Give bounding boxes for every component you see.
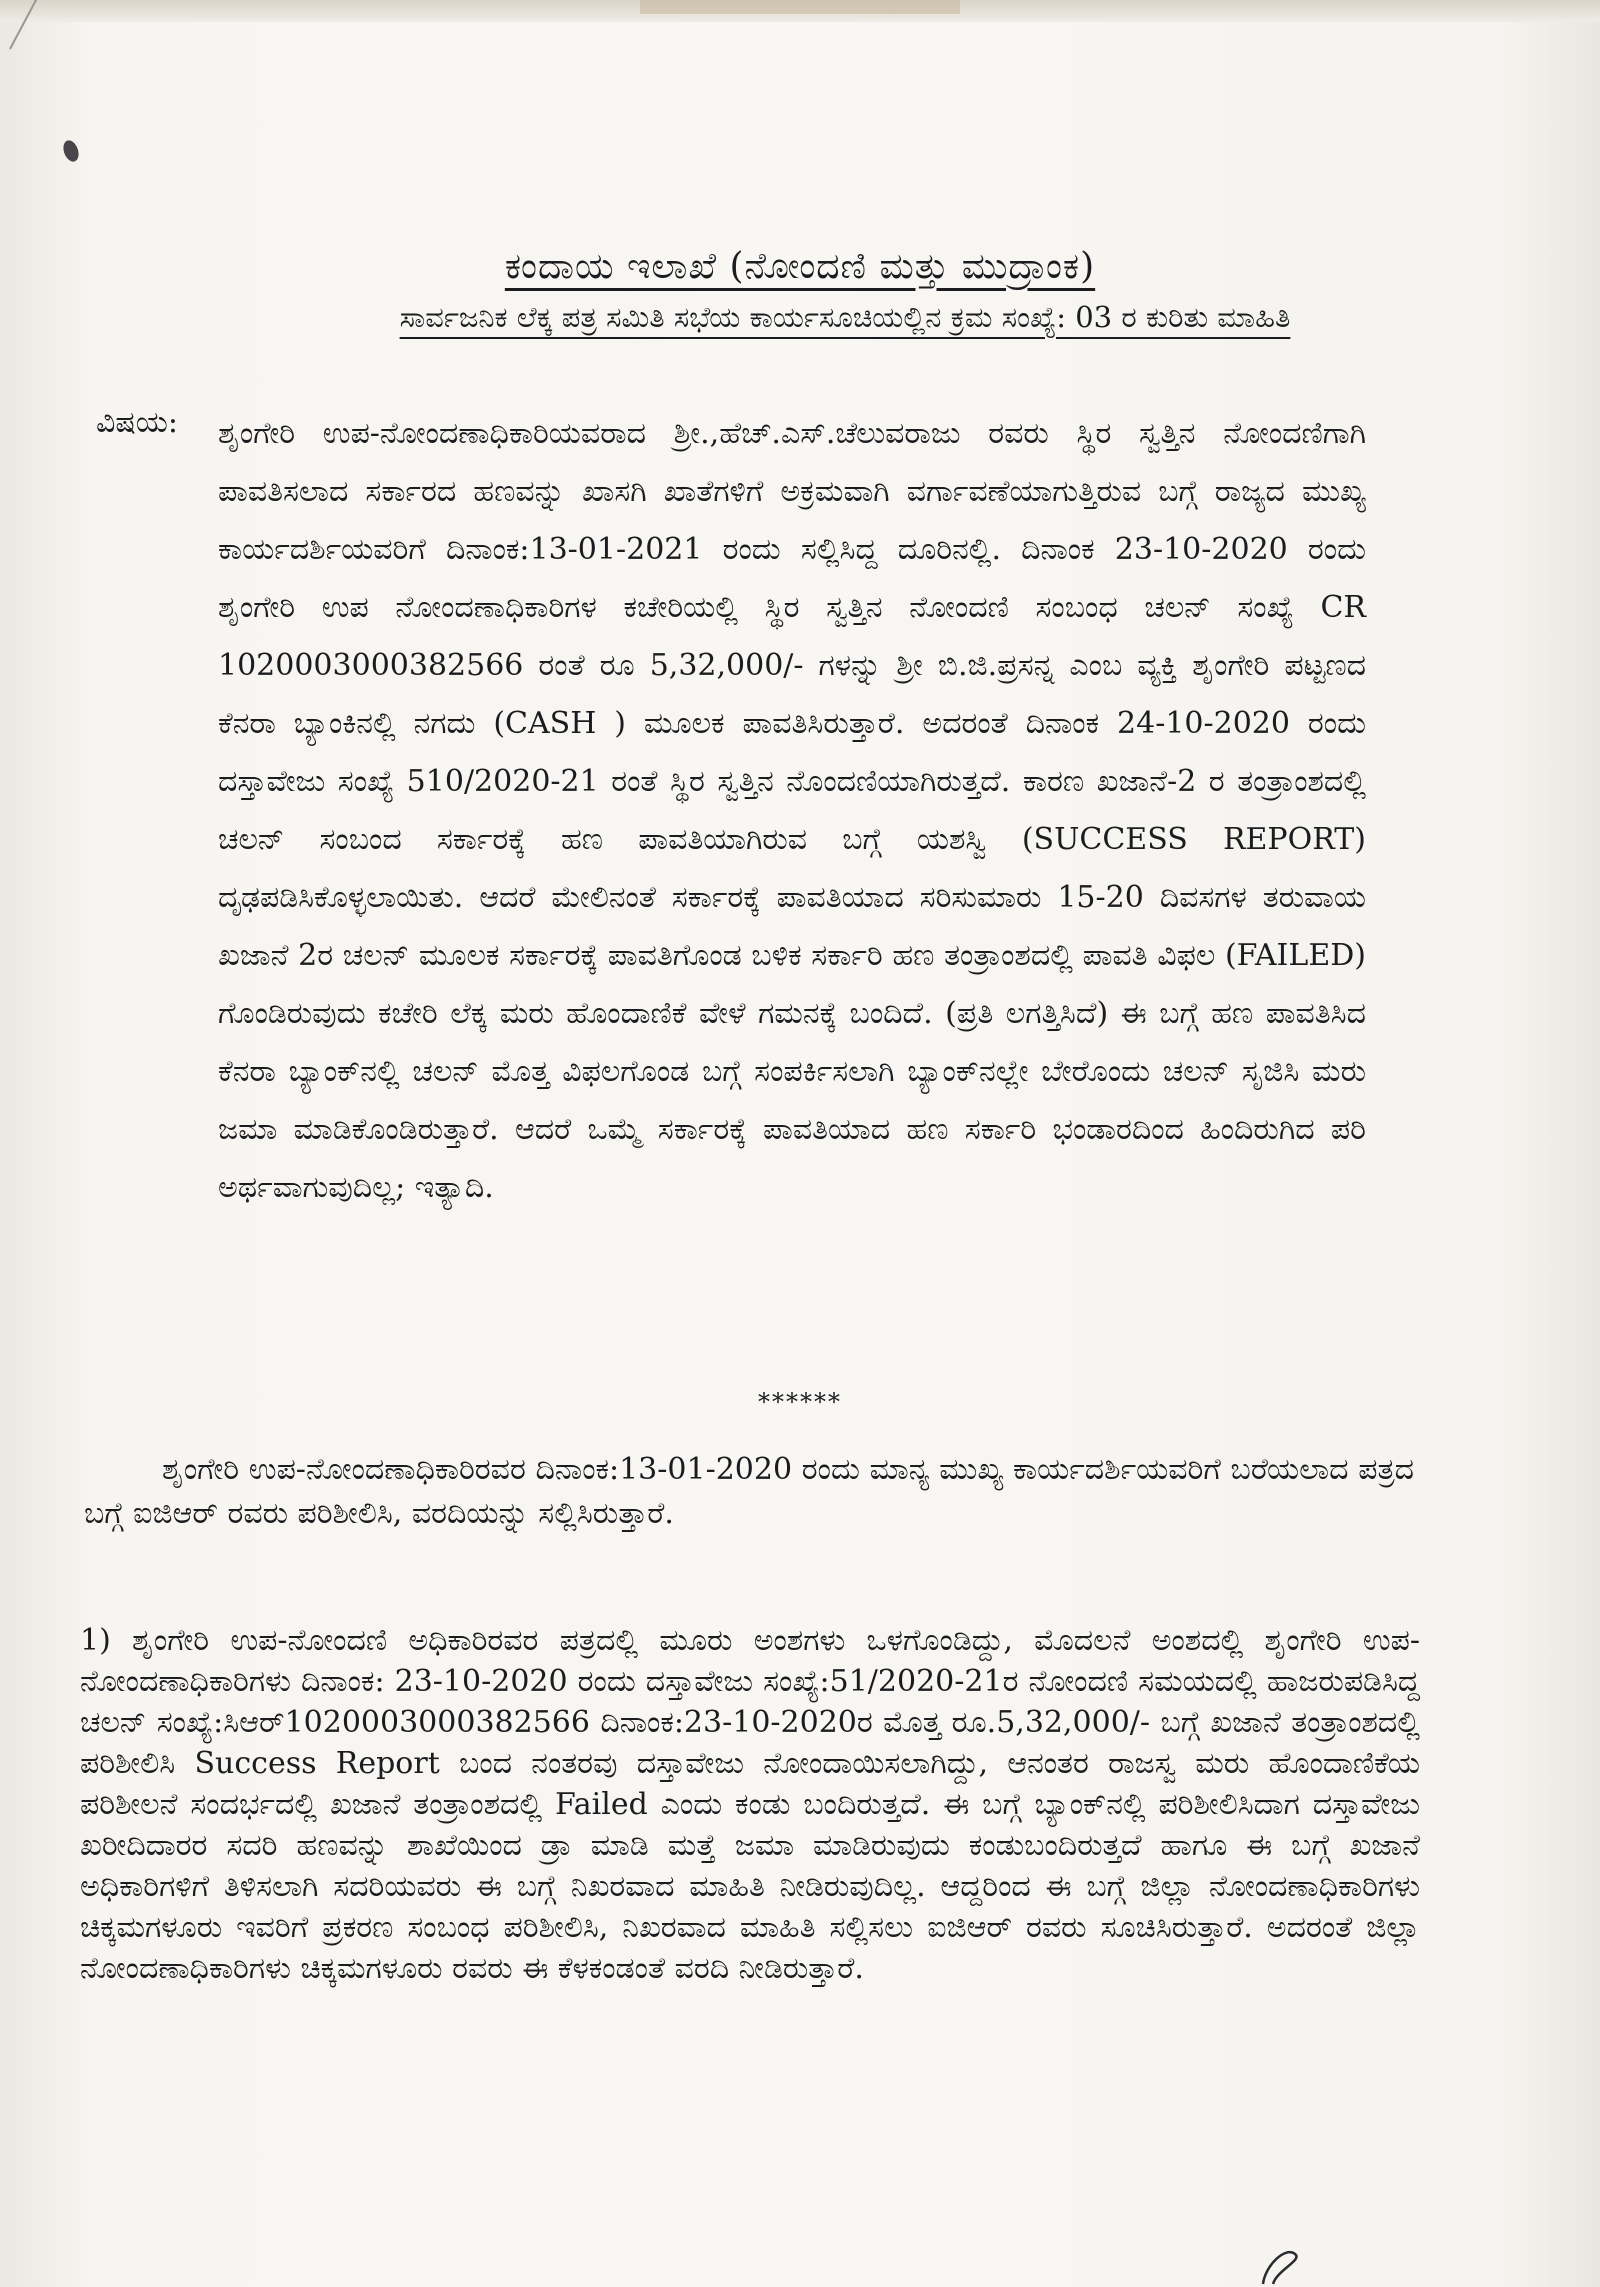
paragraph-intro: ಶೃಂಗೇರಿ ಉಪ-ನೋಂದಣಾಧಿಕಾರಿರವರ ದಿನಾಂಕ:13-01-2020 ರಂದು ಮಾನ್ಯ ಮುಖ್ಯ ಕಾರ್ಯದರ್ಶಿಯವರಿಗೆ ಬರೆಯಲಾದ ಪತ್ರದ ಬಗ್ಗೆ ಐಜಿಆರ್ ರವರು ಪರಿಶೀಲಿಸಿ, ವರದಿಯನ್ನು ಸಲ್ಲಿಸಿರುತ್ತಾರೆ. <box>84 1452 1414 1531</box>
punch-hole <box>61 138 82 163</box>
paragraph-point-1: 1) ಶೃಂಗೇರಿ ಉಪ-ನೋಂದಣಿ ಅಧಿಕಾರಿರವರ ಪತ್ರದಲ್ಲಿ ಮೂರು ಅಂಶಗಳು ಒಳಗೊಂಡಿದ್ದು, ಮೊದಲನೆ ಅಂಶದಲ್ಲಿ ಶೃಂಗೇರಿ ಉಪ-ನೋಂದಣಾಧಿಕಾರಿಗಳು ದಿನಾಂಕ: 23-10-2020 ರಂದು ದಸ್ತಾವೇಜು ಸಂಖ್ಯೆ:51/2020-21ರ ನೋಂದಣಿ ಸಮಯದಲ್ಲಿ ಹಾಜರುಪಡಿಸಿದ್ದ ಚಲನ್ ಸಂಖ್ಯೆ:ಸಿಆರ್1020003000382566 ದಿನಾಂಕ:23-10-2020ರ ಮೊತ್ತ ರೂ.5,32,000/- ಬಗ್ಗೆ ಖಜಾನೆ ತಂತ್ರಾಂಶದಲ್ಲಿ ಪರಿಶೀಲಿಸಿ Success Report ಬಂದ ನಂತರವು ದಸ್ತಾವೇಜು ನೋಂದಾಯಿಸಲಾಗಿದ್ದು, ಆನಂತರ ರಾಜಸ್ವ ಮರು ಹೊಂದಾಣಿಕೆಯ ಪರಿಶೀಲನೆ ಸಂದರ್ಭದಲ್ಲಿ ಖಜಾನೆ ತಂತ್ರಾಂಶದಲ್ಲಿ Failed ಎಂದು ಕಂಡು ಬಂದಿರುತ್ತದೆ. ಈ ಬಗ್ಗೆ ಬ್ಯಾಂಕ್‌ನಲ್ಲಿ ಪರಿಶೀಲಿಸಿದಾಗ ದಸ್ತಾವೇಜು ಖರೀದಿದಾರರ ಸದರಿ ಹಣವನ್ನು ಶಾಖೆಯಿಂದ ಡ್ರಾ ಮಾಡಿ ಮತ್ತೆ ಜಮಾ ಮಾಡಿರುವುದು ಕಂಡುಬಂದಿರುತ್ತದೆ ಹಾಗೂ ಈ ಬಗ್ಗೆ ಖಜಾನೆ ಅಧಿಕಾರಿಗಳಿಗೆ ತಿಳಿಸಲಾಗಿ ಸದರಿಯವರು ಈ ಬಗ್ಗೆ ನಿಖರವಾದ ಮಾಹಿತಿ ನೀಡಿರುವುದಿಲ್ಲ. ಆದ್ದರಿಂದ ಈ ಬಗ್ಗೆ ಜಿಲ್ಲಾ ನೋಂದಣಾಧಿಕಾರಿಗಳು ಚಿಕ್ಕಮಗಳೂರು ಇವರಿಗೆ ಪ್ರಕರಣ ಸಂಬಂಧ ಪರಿಶೀಲಿಸಿ, ನಿಖರವಾದ ಮಾಹಿತಿ ಸಲ್ಲಿಸಲು ಐಜಿಆರ್ ರವರು ಸೂಚಿಸಿರುತ್ತಾರೆ. ಅದರಂತೆ ಜಿಲ್ಲಾ ನೋಂದಣಾಧಿಕಾರಿಗಳು ಚಿಕ್ಕಮಗಳೂರು ರವರು ಈ ಕೆಳಕಂಡಂತೆ ವರದಿ ನೀಡಿರುತ್ತಾರೆ. <box>80 1623 1420 1986</box>
signature-mark <box>1255 2236 1315 2286</box>
section-separator: ****** <box>758 1388 842 1416</box>
subject-block <box>96 405 1366 1217</box>
document-title: ಕಂದಾಯ ಇಲಾಖೆ (ನೋಂದಣಿ ಮತ್ತು ಮುದ್ರಾಂಕ) <box>504 246 1096 287</box>
subject-label: ವಿಷಯ: <box>96 405 178 440</box>
tape-mark <box>640 0 960 14</box>
subject-text: ಶೃಂಗೇರಿ ಉಪ-ನೋಂದಣಾಧಿಕಾರಿಯವರಾದ ಶ್ರೀ.,ಹೆಚ್.ಎಸ್.ಚೆಲುವರಾಜು ರವರು ಸ್ಥಿರ ಸ್ವತ್ತಿನ ನೋಂದಣಿಗಾಗಿ ಪಾವತಿಸಲಾದ ಸರ್ಕಾರದ ಹಣವನ್ನು ಖಾಸಗಿ ಖಾತೆಗಳಿಗೆ ಅಕ್ರಮವಾಗಿ ವರ್ಗಾವಣೆಯಾಗುತ್ತಿರುವ ಬಗ್ಗೆ ರಾಜ್ಯದ ಮುಖ್ಯ ಕಾರ್ಯದರ್ಶಿಯವರಿಗೆ ದಿನಾಂಕ:13-01-2021 ರಂದು ಸಲ್ಲಿಸಿದ್ದ ದೂರಿನಲ್ಲಿ. ದಿನಾಂಕ 23-10-2020 ರಂದು ಶೃಂಗೇರಿ ಉಪ ನೋಂದಣಾಧಿಕಾರಿಗಳ ಕಚೇರಿಯಲ್ಲಿ ಸ್ಥಿರ ಸ್ವತ್ತಿನ ನೋಂದಣಿ ಸಂಬಂಧ ಚಲನ್ ಸಂಖ್ಯೆ CR 1020003000382566 ರಂತೆ ರೂ 5,32,000/- ಗಳನ್ನು ಶ್ರೀ ಬಿ.ಜಿ.ಪ್ರಸನ್ನ ಎಂಬ ವ್ಯಕ್ತಿ ಶೃಂಗೇರಿ ಪಟ್ಟಣದ ಕೆನರಾ ಬ್ಯಾಂಕಿನಲ್ಲಿ ನಗದು (CASH ) ಮೂಲಕ ಪಾವತಿಸಿರುತ್ತಾರೆ. ಅದರಂತೆ ದಿನಾಂಕ 24-10-2020 ರಂದು ದಸ್ತಾವೇಜು ಸಂಖ್ಯೆ 510/2020-21 ರಂತೆ ಸ್ಥಿರ ಸ್ವತ್ತಿನ ನೊಂದಣಿಯಾಗಿರುತ್ತದೆ. ಕಾರಣ ಖಜಾನೆ-2 ರ ತಂತ್ರಾಂಶದಲ್ಲಿ ಚಲನ್ ಸಂಬಂದ ಸರ್ಕಾರಕ್ಕೆ ಹಣ ಪಾವತಿಯಾಗಿರುವ ಬಗ್ಗೆ ಯಶಸ್ವಿ (SUCCESS REPORT) ದೃಢಪಡಿಸಿಕೊಳ್ಳಲಾಯಿತು. ಆದರೆ ಮೇಲಿನಂತೆ ಸರ್ಕಾರಕ್ಕೆ ಪಾವತಿಯಾದ ಸರಿಸುಮಾರು 15-20 ದಿವಸಗಳ ತರುವಾಯ ಖಜಾನೆ 2ರ ಚಲನ್ ಮೂಲಕ ಸರ್ಕಾರಕ್ಕೆ ಪಾವತಿಗೊಂಡ ಬಳಿಕ ಸರ್ಕಾರಿ ಹಣ ತಂತ್ರಾಂಶದಲ್ಲಿ ಪಾವತಿ ವಿಫಲ (FAILED) ಗೊಂಡಿರುವುದು ಕಚೇರಿ ಲೆಕ್ಕ ಮರು ಹೊಂದಾಣಿಕೆ ವೇಳೆ ಗಮನಕ್ಕೆ ಬಂದಿದೆ. (ಪ್ರತಿ ಲಗತ್ತಿಸಿದೆ) ಈ ಬಗ್ಗೆ ಹಣ ಪಾವತಿಸಿದ ಕೆನರಾ ಬ್ಯಾಂಕ್‌ನಲ್ಲಿ ಚಲನ್ ಮೊತ್ತ ವಿಫಲಗೊಂಡ ಬಗ್ಗೆ ಸಂಪರ್ಕಿಸಲಾಗಿ ಬ್ಯಾಂಕ್‌ನಲ್ಲೇ ಬೇರೊಂದು ಚಲನ್ ಸೃಜಿಸಿ ಮರು ಜಮಾ ಮಾಡಿಕೊಂಡಿರುತ್ತಾರೆ. ಆದರೆ ಒಮ್ಮೆ ಸರ್ಕಾರಕ್ಕೆ ಪಾವತಿಯಾದ ಹಣ ಸರ್ಕಾರಿ ಭಂಡಾರದಿಂದ ಹಿಂದಿರುಗಿದ ಪರಿ ಅರ್ಥವಾಗುವುದಿಲ್ಲ; ಇತ್ಯಾದಿ. <box>218 416 1366 1205</box>
document-subtitle: ಸಾರ್ವಜನಿಕ ಲೆಕ್ಕ ಪತ್ರ ಸಮಿತಿ ಸಭೆಯ ಕಾರ್ಯಸೂಚಿಯಲ್ಲಿನ ಕ್ರಮ ಸಂಖ್ಯೆ: 03 ರ ಕುರಿತು ಮಾಹಿತಿ <box>399 300 1291 334</box>
